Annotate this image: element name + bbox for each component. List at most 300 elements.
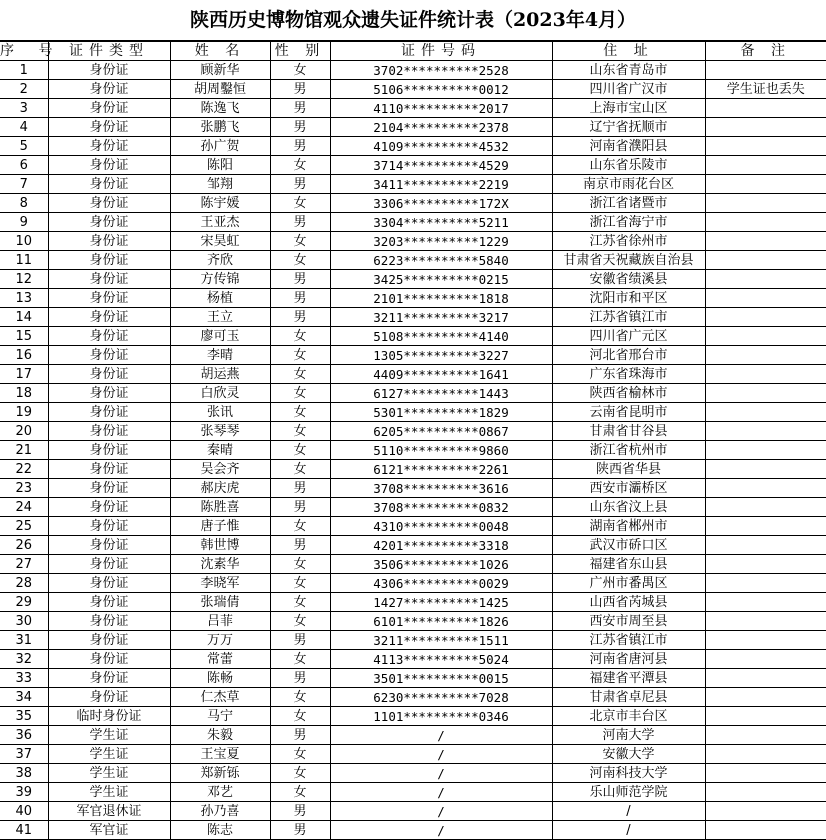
- cell-gender: 男: [270, 289, 330, 308]
- cell-address: 浙江省杭州市: [552, 441, 705, 460]
- cell-address: 四川省广元区: [552, 327, 705, 346]
- cell-name: 仁杰草: [170, 688, 270, 707]
- cell-remarks: [705, 688, 826, 707]
- cell-index: 19: [0, 403, 48, 422]
- table-row: [0, 707, 826, 726]
- cell-address: 福建省平潭县: [552, 669, 705, 688]
- cell-index: 6: [0, 156, 48, 175]
- cell-id-number: 2104**********2378: [330, 118, 552, 137]
- cell-doc-type: 身份证: [48, 270, 170, 289]
- header-id-number: 证件号码: [330, 42, 552, 61]
- table-row: [0, 289, 826, 308]
- cell-id-number: 4113**********5024: [330, 650, 552, 669]
- cell-id-number: 3708**********3616: [330, 479, 552, 498]
- cell-name: 张鹏飞: [170, 118, 270, 137]
- cell-gender: 女: [270, 156, 330, 175]
- cell-remarks: [705, 213, 826, 232]
- cell-doc-type: 身份证: [48, 213, 170, 232]
- cell-remarks: [705, 270, 826, 289]
- table-row: [0, 460, 826, 479]
- cell-gender: 女: [270, 593, 330, 612]
- cell-id-number: 6101**********1826: [330, 612, 552, 631]
- table-row: [0, 384, 826, 403]
- table-row: [0, 612, 826, 631]
- cell-id-number: /: [330, 821, 552, 840]
- cell-doc-type: 学生证: [48, 726, 170, 745]
- cell-name: 陈志: [170, 821, 270, 840]
- cell-address: 广东省珠海市: [552, 365, 705, 384]
- cell-name: 张瑞倩: [170, 593, 270, 612]
- cell-id-number: 2101**********1818: [330, 289, 552, 308]
- cell-name: 朱毅: [170, 726, 270, 745]
- table-row: [0, 498, 826, 517]
- cell-doc-type: 身份证: [48, 574, 170, 593]
- cell-gender: 男: [270, 213, 330, 232]
- cell-index: 27: [0, 555, 48, 574]
- cell-index: 37: [0, 745, 48, 764]
- cell-index: 4: [0, 118, 48, 137]
- cell-doc-type: 身份证: [48, 327, 170, 346]
- table-row: [0, 270, 826, 289]
- cell-remarks: [705, 536, 826, 555]
- cell-remarks: [705, 384, 826, 403]
- cell-address: 四川省广汉市: [552, 80, 705, 99]
- cell-gender: 女: [270, 574, 330, 593]
- cell-address: 山西省芮城县: [552, 593, 705, 612]
- cell-doc-type: 学生证: [48, 764, 170, 783]
- cell-index: 2: [0, 80, 48, 99]
- cell-address: 河南科技大学: [552, 764, 705, 783]
- cell-id-number: 1427**********1425: [330, 593, 552, 612]
- cell-name: 孙广贺: [170, 137, 270, 156]
- cell-gender: 女: [270, 707, 330, 726]
- table-row: [0, 365, 826, 384]
- cell-gender: 女: [270, 764, 330, 783]
- cell-gender: 男: [270, 498, 330, 517]
- cell-id-number: 3304**********5211: [330, 213, 552, 232]
- cell-name: 王亚杰: [170, 213, 270, 232]
- cell-doc-type: 学生证: [48, 783, 170, 802]
- cell-id-number: 5110**********9860: [330, 441, 552, 460]
- table-row: [0, 175, 826, 194]
- cell-id-number: 6230**********7028: [330, 688, 552, 707]
- cell-gender: 女: [270, 612, 330, 631]
- cell-doc-type: 身份证: [48, 99, 170, 118]
- cell-index: 28: [0, 574, 48, 593]
- cell-id-number: 3714**********4529: [330, 156, 552, 175]
- cell-remarks: [705, 460, 826, 479]
- cell-gender: 男: [270, 80, 330, 99]
- cell-remarks: [705, 441, 826, 460]
- cell-index: 15: [0, 327, 48, 346]
- cell-gender: 女: [270, 517, 330, 536]
- table-row: [0, 764, 826, 783]
- cell-gender: 女: [270, 745, 330, 764]
- cell-doc-type: 临时身份证: [48, 707, 170, 726]
- cell-gender: 女: [270, 688, 330, 707]
- cell-id-number: 6121**********2261: [330, 460, 552, 479]
- cell-id-number: 3411**********2219: [330, 175, 552, 194]
- cell-id-number: 3708**********0832: [330, 498, 552, 517]
- cell-gender: 女: [270, 422, 330, 441]
- cell-name: 胡运燕: [170, 365, 270, 384]
- cell-name: 张琴琴: [170, 422, 270, 441]
- cell-doc-type: 身份证: [48, 232, 170, 251]
- cell-name: 陈畅: [170, 669, 270, 688]
- cell-gender: 女: [270, 460, 330, 479]
- cell-doc-type: 身份证: [48, 308, 170, 327]
- cell-doc-type: 身份证: [48, 631, 170, 650]
- cell-id-number: 3501**********0015: [330, 669, 552, 688]
- cell-name: 白欣灵: [170, 384, 270, 403]
- cell-gender: 男: [270, 308, 330, 327]
- cell-remarks: [705, 175, 826, 194]
- cell-remarks: [705, 517, 826, 536]
- cell-index: 30: [0, 612, 48, 631]
- cell-gender: 男: [270, 821, 330, 840]
- cell-gender: 女: [270, 650, 330, 669]
- cell-address: /: [552, 821, 705, 840]
- cell-name: 廖可玉: [170, 327, 270, 346]
- cell-index: 1: [0, 61, 48, 80]
- cell-index: 3: [0, 99, 48, 118]
- cell-index: 40: [0, 802, 48, 821]
- cell-address: 江苏省镇江市: [552, 308, 705, 327]
- cell-index: 23: [0, 479, 48, 498]
- cell-doc-type: 身份证: [48, 669, 170, 688]
- cell-name: 陈逸飞: [170, 99, 270, 118]
- cell-address: 甘肃省卓尼县: [552, 688, 705, 707]
- cell-name: 张讯: [170, 403, 270, 422]
- cell-doc-type: 身份证: [48, 289, 170, 308]
- cell-id-number: 3211**********1511: [330, 631, 552, 650]
- cell-remarks: [705, 365, 826, 384]
- header-index: 序 号: [0, 42, 63, 59]
- cell-index: 33: [0, 669, 48, 688]
- cell-gender: 女: [270, 783, 330, 802]
- cell-remarks: [705, 232, 826, 251]
- cell-doc-type: 身份证: [48, 479, 170, 498]
- cell-name: 常蕾: [170, 650, 270, 669]
- table-row: [0, 555, 826, 574]
- cell-gender: 男: [270, 669, 330, 688]
- cell-name: 胡周鑿恒: [170, 80, 270, 99]
- cell-id-number: /: [330, 726, 552, 745]
- cell-index: 31: [0, 631, 48, 650]
- header-doc-type: 证件类型: [48, 42, 170, 61]
- table-row: [0, 327, 826, 346]
- cell-id-number: 3211**********3217: [330, 308, 552, 327]
- cell-remarks: [705, 650, 826, 669]
- cell-id-number: 3306**********172X: [330, 194, 552, 213]
- header-name: 姓 名: [170, 42, 270, 61]
- cell-id-number: 3425**********0215: [330, 270, 552, 289]
- cell-id-number: /: [330, 745, 552, 764]
- cell-doc-type: 身份证: [48, 593, 170, 612]
- cell-id-number: 5301**********1829: [330, 403, 552, 422]
- cell-remarks: [705, 194, 826, 213]
- cell-index: 34: [0, 688, 48, 707]
- table-row: [0, 593, 826, 612]
- cell-name: 李晓军: [170, 574, 270, 593]
- cell-name: 万万: [170, 631, 270, 650]
- cell-address: 河南大学: [552, 726, 705, 745]
- cell-doc-type: 身份证: [48, 194, 170, 213]
- cell-remarks: [705, 61, 826, 80]
- cell-gender: 女: [270, 327, 330, 346]
- table-row: [0, 61, 826, 80]
- cell-address: 北京市丰台区: [552, 707, 705, 726]
- cell-name: 陈宇媛: [170, 194, 270, 213]
- cell-name: 沈素华: [170, 555, 270, 574]
- cell-doc-type: 身份证: [48, 251, 170, 270]
- table-row: [0, 194, 826, 213]
- cell-name: 郑新铄: [170, 764, 270, 783]
- cell-doc-type: 身份证: [48, 460, 170, 479]
- cell-remarks: [705, 612, 826, 631]
- cell-name: 齐欣: [170, 251, 270, 270]
- cell-doc-type: 身份证: [48, 498, 170, 517]
- sheet-title: 陕西历史博物馆观众遗失证件统计表（2023年4月）: [0, 0, 826, 41]
- cell-remarks: [705, 479, 826, 498]
- cell-index: 14: [0, 308, 48, 327]
- cell-doc-type: 身份证: [48, 346, 170, 365]
- cell-address: 河北省邢台市: [552, 346, 705, 365]
- cell-doc-type: 身份证: [48, 422, 170, 441]
- cell-index: 7: [0, 175, 48, 194]
- cell-name: 邓艺: [170, 783, 270, 802]
- cell-name: 秦晴: [170, 441, 270, 460]
- cell-remarks: [705, 403, 826, 422]
- cell-name: 韩世博: [170, 536, 270, 555]
- cell-address: 河南省濮阳县: [552, 137, 705, 156]
- cell-address: 广州市番禺区: [552, 574, 705, 593]
- cell-remarks: [705, 745, 826, 764]
- cell-gender: 男: [270, 631, 330, 650]
- cell-address: 山东省青岛市: [552, 61, 705, 80]
- cell-index: 32: [0, 650, 48, 669]
- cell-remarks: [705, 422, 826, 441]
- cell-gender: 女: [270, 555, 330, 574]
- table-row: [0, 688, 826, 707]
- cell-remarks: [705, 137, 826, 156]
- cell-remarks: [705, 555, 826, 574]
- cell-address: 浙江省诸暨市: [552, 194, 705, 213]
- cell-gender: 男: [270, 270, 330, 289]
- cell-index: 11: [0, 251, 48, 270]
- table-row: [0, 669, 826, 688]
- cell-remarks: [705, 251, 826, 270]
- table-row: [0, 783, 826, 802]
- cell-gender: 女: [270, 403, 330, 422]
- cell-address: 武汉市硚口区: [552, 536, 705, 555]
- cell-name: 方传锦: [170, 270, 270, 289]
- cell-id-number: 1101**********0346: [330, 707, 552, 726]
- cell-gender: 女: [270, 61, 330, 80]
- cell-index: 22: [0, 460, 48, 479]
- cell-name: 杨植: [170, 289, 270, 308]
- table-row: [0, 479, 826, 498]
- cell-remarks: [705, 593, 826, 612]
- table-row: [0, 536, 826, 555]
- table-body: [0, 61, 826, 840]
- cell-index: 38: [0, 764, 48, 783]
- cell-doc-type: 身份证: [48, 441, 170, 460]
- cell-gender: 男: [270, 479, 330, 498]
- cell-address: 上海市宝山区: [552, 99, 705, 118]
- cell-gender: 女: [270, 251, 330, 270]
- cell-index: 36: [0, 726, 48, 745]
- cell-index: 5: [0, 137, 48, 156]
- cell-name: 李晴: [170, 346, 270, 365]
- cell-id-number: 5108**********4140: [330, 327, 552, 346]
- cell-remarks: [705, 631, 826, 650]
- cell-index: 26: [0, 536, 48, 555]
- cell-remarks: [705, 308, 826, 327]
- cell-address: 辽宁省抚顺市: [552, 118, 705, 137]
- cell-remarks: [705, 498, 826, 517]
- table-row: [0, 422, 826, 441]
- cell-id-number: 3702**********2528: [330, 61, 552, 80]
- cell-doc-type: 身份证: [48, 156, 170, 175]
- cell-address: 甘肃省甘谷县: [552, 422, 705, 441]
- cell-doc-type: 身份证: [48, 118, 170, 137]
- table-row: [0, 441, 826, 460]
- cell-id-number: 4109**********4532: [330, 137, 552, 156]
- table-row: [0, 745, 826, 764]
- header-remarks: 备 注: [705, 42, 826, 61]
- table-row: [0, 232, 826, 251]
- cell-index: 17: [0, 365, 48, 384]
- table-row: [0, 99, 826, 118]
- cell-name: 王宝夏: [170, 745, 270, 764]
- cell-name: 王立: [170, 308, 270, 327]
- cell-gender: 女: [270, 232, 330, 251]
- table-row: [0, 118, 826, 137]
- cell-doc-type: 身份证: [48, 555, 170, 574]
- cell-id-number: 4110**********2017: [330, 99, 552, 118]
- cell-address: 西安市灞桥区: [552, 479, 705, 498]
- cell-remarks: [705, 669, 826, 688]
- table-row: [0, 650, 826, 669]
- cell-remarks: [705, 821, 826, 840]
- cell-index: 12: [0, 270, 48, 289]
- cell-address: 河南省唐河县: [552, 650, 705, 669]
- cell-doc-type: 身份证: [48, 61, 170, 80]
- cell-index: 35: [0, 707, 48, 726]
- table-row: [0, 821, 826, 840]
- cell-doc-type: 身份证: [48, 384, 170, 403]
- cell-gender: 男: [270, 137, 330, 156]
- header-gender: 性 别: [270, 42, 330, 61]
- cell-doc-type: 身份证: [48, 365, 170, 384]
- cell-address: 山东省乐陵市: [552, 156, 705, 175]
- cell-address: 安徽大学: [552, 745, 705, 764]
- cell-name: 唐子惟: [170, 517, 270, 536]
- cell-address: 安徽省绩溪县: [552, 270, 705, 289]
- cell-doc-type: 身份证: [48, 536, 170, 555]
- cell-index: 8: [0, 194, 48, 213]
- cell-gender: 男: [270, 175, 330, 194]
- cell-doc-type: 军官证: [48, 821, 170, 840]
- cell-remarks: [705, 99, 826, 118]
- cell-index: 18: [0, 384, 48, 403]
- cell-name: 郝庆虎: [170, 479, 270, 498]
- cell-index: 13: [0, 289, 48, 308]
- cell-name: 吴会齐: [170, 460, 270, 479]
- cell-address: 江苏省镇江市: [552, 631, 705, 650]
- cell-doc-type: 身份证: [48, 80, 170, 99]
- cell-remarks: [705, 346, 826, 365]
- cell-name: 宋昊虹: [170, 232, 270, 251]
- cell-name: 邹翔: [170, 175, 270, 194]
- cell-address: 山东省汶上县: [552, 498, 705, 517]
- cell-remarks: [705, 118, 826, 137]
- cell-id-number: 6223**********5840: [330, 251, 552, 270]
- cell-doc-type: 学生证: [48, 745, 170, 764]
- cell-id-number: 3506**********1026: [330, 555, 552, 574]
- cell-id-number: /: [330, 802, 552, 821]
- cell-gender: 女: [270, 194, 330, 213]
- cell-id-number: 4306**********0029: [330, 574, 552, 593]
- table-row: [0, 346, 826, 365]
- cell-address: 陕西省华县: [552, 460, 705, 479]
- cell-doc-type: 军官退休证: [48, 802, 170, 821]
- cell-index: 29: [0, 593, 48, 612]
- cell-gender: 男: [270, 726, 330, 745]
- cell-address: 西安市周至县: [552, 612, 705, 631]
- cell-id-number: 6205**********0867: [330, 422, 552, 441]
- cell-id-number: 1305**********3227: [330, 346, 552, 365]
- cell-id-number: 3203**********1229: [330, 232, 552, 251]
- cell-doc-type: 身份证: [48, 137, 170, 156]
- cell-address: 甘肃省天祝藏族自治县: [552, 251, 705, 270]
- table-row: [0, 308, 826, 327]
- cell-name: 马宁: [170, 707, 270, 726]
- cell-remarks: [705, 707, 826, 726]
- cell-id-number: 4201**********3318: [330, 536, 552, 555]
- cell-index: 10: [0, 232, 48, 251]
- cell-gender: 女: [270, 441, 330, 460]
- cell-index: 21: [0, 441, 48, 460]
- table-row: [0, 156, 826, 175]
- cell-doc-type: 身份证: [48, 517, 170, 536]
- cell-remarks: 学生证也丢失: [705, 80, 826, 99]
- cell-index: 39: [0, 783, 48, 802]
- cell-doc-type: 身份证: [48, 688, 170, 707]
- cell-remarks: [705, 764, 826, 783]
- cell-name: 陈阳: [170, 156, 270, 175]
- cell-id-number: /: [330, 783, 552, 802]
- cell-doc-type: 身份证: [48, 612, 170, 631]
- cell-gender: 女: [270, 384, 330, 403]
- cell-address: 福建省东山县: [552, 555, 705, 574]
- cell-gender: 男: [270, 802, 330, 821]
- header-address: 住 址: [552, 42, 705, 61]
- table-row: [0, 251, 826, 270]
- cell-name: 孙乃喜: [170, 802, 270, 821]
- header-row: [0, 42, 826, 61]
- cell-id-number: 4310**********0048: [330, 517, 552, 536]
- cell-index: 16: [0, 346, 48, 365]
- cell-address: 湖南省郴州市: [552, 517, 705, 536]
- cell-address: 陕西省榆林市: [552, 384, 705, 403]
- cell-gender: 男: [270, 99, 330, 118]
- cell-doc-type: 身份证: [48, 175, 170, 194]
- cell-remarks: [705, 726, 826, 745]
- cell-remarks: [705, 574, 826, 593]
- table-row: [0, 726, 826, 745]
